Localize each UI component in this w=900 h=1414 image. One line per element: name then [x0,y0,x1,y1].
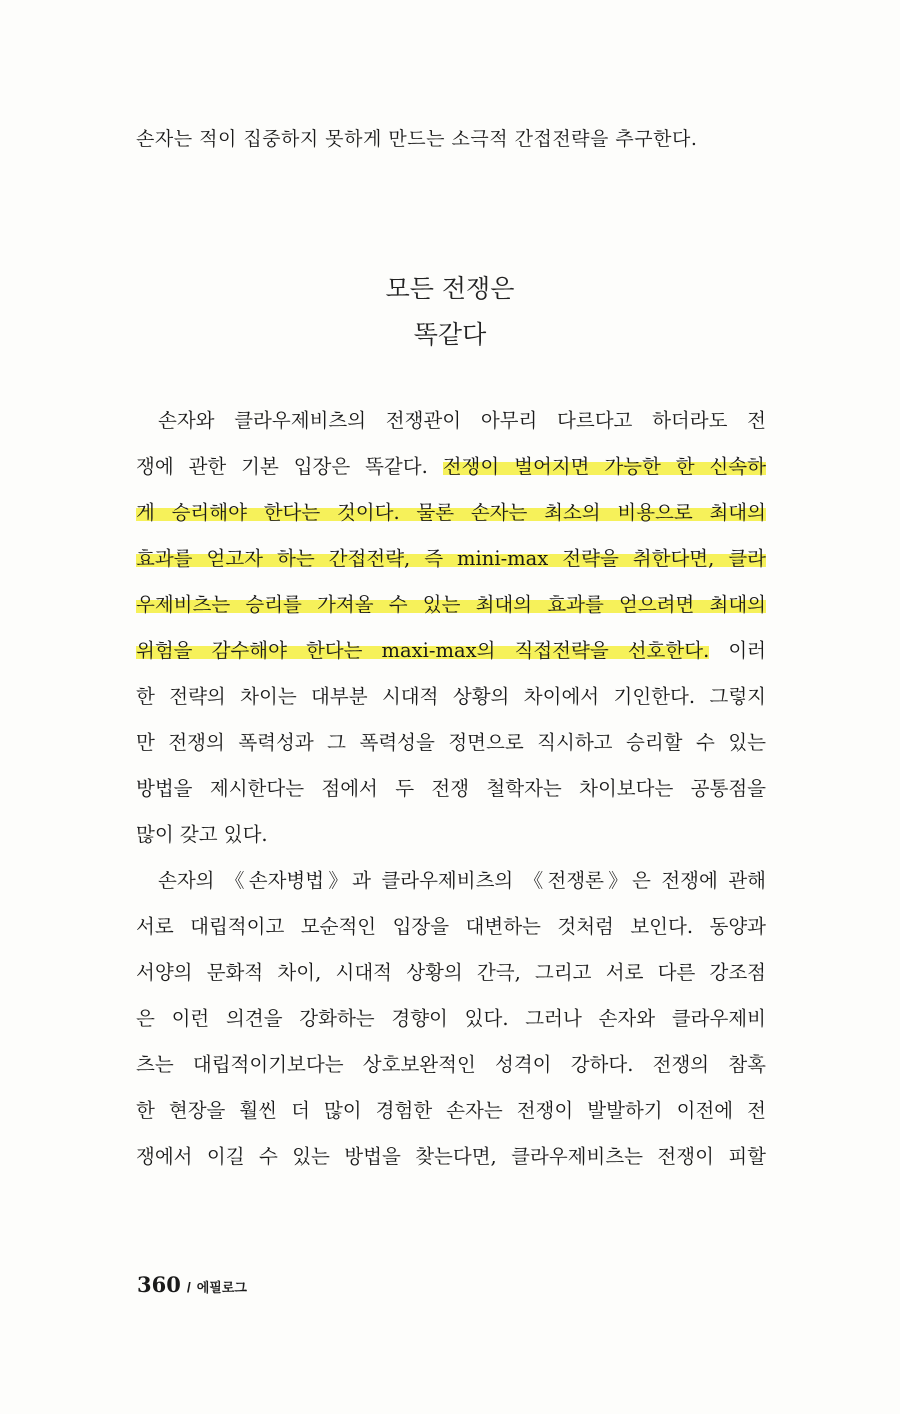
text-span: 이러 [709,639,767,662]
highlighted-text: 효과를 얻고자 하는 간접전략, 즉 mini-max 전략을 취한다면, 클라 [136,547,766,570]
highlighted-text: 전쟁이 벌어지면 가능한 한 신속하 [442,455,766,478]
text-line [136,582,766,628]
chapter-name: 에필로그 [196,1280,247,1295]
paragraph-1 [136,398,766,858]
highlighted-text: 게 승리해야 한다는 것이다. 물론 손자는 최소의 비용으로 최대의 [136,501,766,524]
text-line: 많이 갖고 있다. [136,823,268,846]
text-span: 쟁에 관한 기본 입장은 똑같다. [136,455,443,478]
text-line [136,628,766,674]
text-line: 손자의 《손자병법》과 클라우제비츠의 《전쟁론》은 전쟁에 관해 [158,869,766,892]
text-line [136,490,766,536]
page-footer [137,1272,247,1297]
body-text [136,398,766,1180]
section-title-line-1: 모든 전쟁은 [385,274,515,303]
paragraph-2 [136,858,766,1180]
text-line: 한 현장을 훨씬 더 많이 경험한 손자는 전쟁이 발발하기 이전에 전 [136,1099,766,1122]
highlighted-text: 우제비츠는 승리를 가져올 수 있는 최대의 효과를 얻으려면 최대의 [136,593,766,616]
text-line [136,536,766,582]
text-line: 만 전쟁의 폭력성과 그 폭력성을 정면으로 직시하고 승리할 수 있는 [136,731,766,754]
top-text-line: 손자는 적이 집중하지 못하게 만드는 소극적 간접전략을 추구한다. [136,128,698,150]
text-line [136,444,766,490]
text-line: 서로 대립적이고 모순적인 입장을 대변하는 것처럼 보인다. 동양과 [136,915,766,938]
text-line: 은 이런 의견을 강화하는 경향이 있다. 그러나 손자와 클라우제비 [136,1007,766,1030]
text-line: 쟁에서 이길 수 있는 방법을 찾는다면, 클라우제비츠는 전쟁이 피할 [136,1145,766,1168]
text-line: 츠는 대립적이기보다는 상호보완적인 성격이 강하다. 전쟁의 참혹 [136,1053,766,1076]
section-title-line-2: 똑같다 [413,320,487,349]
page-number: 360 [137,1272,181,1297]
highlighted-text: 위험을 감수해야 한다는 maxi-max의 직접전략을 선호한다. [136,639,710,662]
footer-separator: / [186,1279,191,1295]
text-line: 방법을 제시한다는 점에서 두 전쟁 철학자는 차이보다는 공통점을 [136,777,766,800]
section-title [0,266,900,358]
text-line: 한 전략의 차이는 대부분 시대적 상황의 차이에서 기인한다. 그렇지 [136,685,766,708]
text-line: 손자와 클라우제비츠의 전쟁관이 아무리 다르다고 하더라도 전 [158,409,766,432]
text-line: 서양의 문화적 차이, 시대적 상황의 간극, 그리고 서로 다른 강조점 [136,961,766,984]
